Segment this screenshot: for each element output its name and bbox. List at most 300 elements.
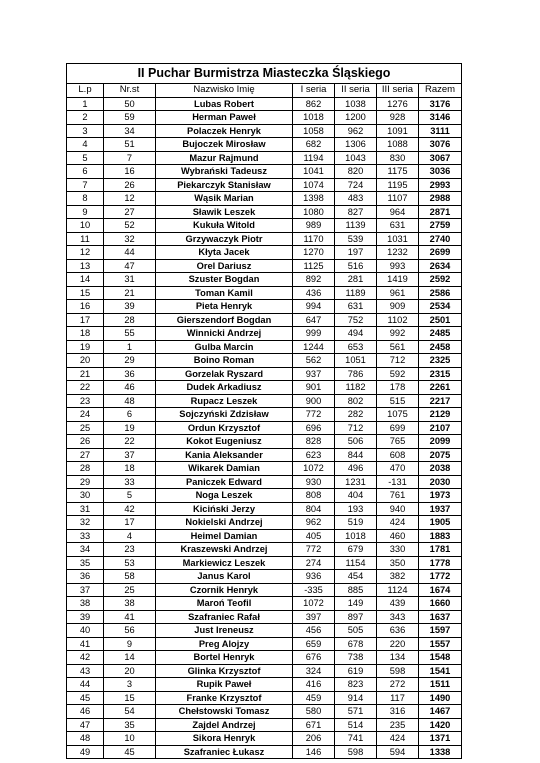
series-3-cell: 235 [377, 718, 419, 732]
series-3-cell: 470 [377, 462, 419, 476]
name-cell: Szuster Bogdan [156, 273, 293, 287]
column-header-name: Nazwisko Imię [156, 84, 293, 98]
total-cell: 2315 [419, 367, 462, 381]
name-cell: Zajdel Andrzej [156, 718, 293, 732]
series-1-cell: 1194 [293, 151, 335, 165]
series-2-cell: 1139 [335, 219, 377, 233]
lp-cell: 45 [67, 691, 104, 705]
series-3-cell: 424 [377, 516, 419, 530]
series-2-cell: 506 [335, 435, 377, 449]
name-cell: Winnicki Andrzej [156, 327, 293, 341]
lp-cell: 44 [67, 678, 104, 692]
table-row [67, 97, 462, 111]
name-cell: Mazur Rajmund [156, 151, 293, 165]
table-row [67, 178, 462, 192]
title-row [67, 64, 462, 84]
series-3-cell: 134 [377, 651, 419, 665]
total-cell: 2871 [419, 205, 462, 219]
series-1-cell: 808 [293, 489, 335, 503]
series-1-cell: 804 [293, 502, 335, 516]
table-row [67, 489, 462, 503]
series-2-cell: 1231 [335, 475, 377, 489]
total-cell: 2107 [419, 421, 462, 435]
column-header-nrst: Nr.st [104, 84, 156, 98]
series-1-cell: 900 [293, 394, 335, 408]
station-cell: 42 [104, 502, 156, 516]
series-1-cell: 828 [293, 435, 335, 449]
lp-cell: 14 [67, 273, 104, 287]
total-cell: 1511 [419, 678, 462, 692]
series-3-cell: 765 [377, 435, 419, 449]
table-row [67, 286, 462, 300]
table-row [67, 435, 462, 449]
lp-cell: 20 [67, 354, 104, 368]
name-cell: Kukuła Witold [156, 219, 293, 233]
station-cell: 56 [104, 624, 156, 638]
series-1-cell: 1244 [293, 340, 335, 354]
name-cell: Wybrański Tadeusz [156, 165, 293, 179]
series-3-cell: 940 [377, 502, 419, 516]
name-cell: Piekarczyk Stanisław [156, 178, 293, 192]
total-cell: 2038 [419, 462, 462, 476]
table-row [67, 462, 462, 476]
station-cell: 23 [104, 543, 156, 557]
total-cell: 1548 [419, 651, 462, 665]
total-cell: 1660 [419, 597, 462, 611]
series-3-cell: 1195 [377, 178, 419, 192]
series-2-cell: 149 [335, 597, 377, 611]
table-row [67, 205, 462, 219]
lp-cell: 25 [67, 421, 104, 435]
station-cell: 33 [104, 475, 156, 489]
name-cell: Czornik Henryk [156, 583, 293, 597]
table-row [67, 151, 462, 165]
total-cell: 1973 [419, 489, 462, 503]
series-2-cell: 738 [335, 651, 377, 665]
series-3-cell: 330 [377, 543, 419, 557]
station-cell: 44 [104, 246, 156, 260]
series-2-cell: 1018 [335, 529, 377, 543]
series-3-cell: 1088 [377, 138, 419, 152]
name-cell: Franke Krzysztof [156, 691, 293, 705]
name-cell: Lubas Robert [156, 97, 293, 111]
series-3-cell: 117 [377, 691, 419, 705]
table-row [67, 651, 462, 665]
series-3-cell: 1232 [377, 246, 419, 260]
station-cell: 36 [104, 367, 156, 381]
name-cell: Rupik Paweł [156, 678, 293, 692]
total-cell: 1338 [419, 745, 462, 759]
table-row [67, 597, 462, 611]
series-1-cell: 1270 [293, 246, 335, 260]
series-1-cell: 1080 [293, 205, 335, 219]
station-cell: 50 [104, 97, 156, 111]
series-2-cell: 823 [335, 678, 377, 692]
series-1-cell: 994 [293, 300, 335, 314]
name-cell: Rupacz Leszek [156, 394, 293, 408]
table-row [67, 745, 462, 759]
series-1-cell: 671 [293, 718, 335, 732]
station-cell: 25 [104, 583, 156, 597]
table-row [67, 340, 462, 354]
total-cell: 1905 [419, 516, 462, 530]
name-cell: Kokot Eugeniusz [156, 435, 293, 449]
table-row [67, 475, 462, 489]
station-cell: 17 [104, 516, 156, 530]
name-cell: Bujoczek Mirosław [156, 138, 293, 152]
series-3-cell: -131 [377, 475, 419, 489]
series-2-cell: 1038 [335, 97, 377, 111]
table-row [67, 678, 462, 692]
total-cell: 2075 [419, 448, 462, 462]
lp-cell: 18 [67, 327, 104, 341]
name-cell: Ordun Krzysztof [156, 421, 293, 435]
station-cell: 35 [104, 718, 156, 732]
series-1-cell: 647 [293, 313, 335, 327]
station-cell: 39 [104, 300, 156, 314]
total-cell: 1541 [419, 664, 462, 678]
table-row [67, 691, 462, 705]
name-cell: Wąsik Marian [156, 192, 293, 206]
lp-cell: 7 [67, 178, 104, 192]
series-2-cell: 1154 [335, 556, 377, 570]
series-3-cell: 592 [377, 367, 419, 381]
total-cell: 1937 [419, 502, 462, 516]
series-3-cell: 598 [377, 664, 419, 678]
lp-cell: 29 [67, 475, 104, 489]
total-cell: 2030 [419, 475, 462, 489]
total-cell: 3076 [419, 138, 462, 152]
station-cell: 29 [104, 354, 156, 368]
lp-cell: 17 [67, 313, 104, 327]
total-cell: 1420 [419, 718, 462, 732]
name-cell: Glinka Krzysztof [156, 664, 293, 678]
series-1-cell: 682 [293, 138, 335, 152]
series-2-cell: 752 [335, 313, 377, 327]
name-cell: Kłyta Jacek [156, 246, 293, 260]
series-2-cell: 844 [335, 448, 377, 462]
series-1-cell: 862 [293, 97, 335, 111]
station-cell: 27 [104, 205, 156, 219]
series-3-cell: 1175 [377, 165, 419, 179]
series-2-cell: 193 [335, 502, 377, 516]
name-cell: Toman Kamil [156, 286, 293, 300]
series-1-cell: 1072 [293, 597, 335, 611]
station-cell: 48 [104, 394, 156, 408]
lp-cell: 23 [67, 394, 104, 408]
lp-cell: 6 [67, 165, 104, 179]
table-row [67, 516, 462, 530]
series-3-cell: 928 [377, 111, 419, 125]
total-cell: 2534 [419, 300, 462, 314]
name-cell: Chełstowski Tomasz [156, 705, 293, 719]
total-cell: 2586 [419, 286, 462, 300]
lp-cell: 31 [67, 502, 104, 516]
series-3-cell: 1075 [377, 408, 419, 422]
lp-cell: 43 [67, 664, 104, 678]
table-row [67, 273, 462, 287]
lp-cell: 5 [67, 151, 104, 165]
station-cell: 26 [104, 178, 156, 192]
station-cell: 5 [104, 489, 156, 503]
lp-cell: 4 [67, 138, 104, 152]
total-cell: 1674 [419, 583, 462, 597]
total-cell: 2759 [419, 219, 462, 233]
series-2-cell: 962 [335, 124, 377, 138]
series-2-cell: 885 [335, 583, 377, 597]
series-1-cell: 456 [293, 624, 335, 638]
series-1-cell: 1072 [293, 462, 335, 476]
station-cell: 21 [104, 286, 156, 300]
series-3-cell: 608 [377, 448, 419, 462]
lp-cell: 30 [67, 489, 104, 503]
series-2-cell: 516 [335, 259, 377, 273]
name-cell: Nokielski Andrzej [156, 516, 293, 530]
station-cell: 9 [104, 637, 156, 651]
series-2-cell: 571 [335, 705, 377, 719]
name-cell: Janus Karol [156, 570, 293, 584]
series-2-cell: 678 [335, 637, 377, 651]
series-2-cell: 281 [335, 273, 377, 287]
series-1-cell: 1058 [293, 124, 335, 138]
lp-cell: 10 [67, 219, 104, 233]
series-1-cell: 562 [293, 354, 335, 368]
total-cell: 3176 [419, 97, 462, 111]
series-2-cell: 404 [335, 489, 377, 503]
table-row [67, 421, 462, 435]
station-cell: 31 [104, 273, 156, 287]
table-row [67, 718, 462, 732]
series-1-cell: -335 [293, 583, 335, 597]
column-header-series-3: III seria [377, 84, 419, 98]
name-cell: Dudek Arkadiusz [156, 381, 293, 395]
name-cell: Sikora Henryk [156, 732, 293, 746]
series-1-cell: 1170 [293, 232, 335, 246]
lp-cell: 49 [67, 745, 104, 759]
name-cell: Maroń Teofil [156, 597, 293, 611]
series-1-cell: 146 [293, 745, 335, 759]
lp-cell: 35 [67, 556, 104, 570]
table-row [67, 327, 462, 341]
lp-cell: 34 [67, 543, 104, 557]
lp-cell: 3 [67, 124, 104, 138]
series-1-cell: 1018 [293, 111, 335, 125]
series-2-cell: 653 [335, 340, 377, 354]
series-1-cell: 416 [293, 678, 335, 692]
total-cell: 2740 [419, 232, 462, 246]
series-3-cell: 964 [377, 205, 419, 219]
series-1-cell: 274 [293, 556, 335, 570]
station-cell: 37 [104, 448, 156, 462]
lp-cell: 22 [67, 381, 104, 395]
name-cell: Gorzelak Ryszard [156, 367, 293, 381]
series-2-cell: 619 [335, 664, 377, 678]
lp-cell: 1 [67, 97, 104, 111]
series-2-cell: 282 [335, 408, 377, 422]
total-cell: 2634 [419, 259, 462, 273]
series-3-cell: 636 [377, 624, 419, 638]
total-cell: 2699 [419, 246, 462, 260]
series-3-cell: 830 [377, 151, 419, 165]
station-cell: 7 [104, 151, 156, 165]
series-2-cell: 454 [335, 570, 377, 584]
series-1-cell: 405 [293, 529, 335, 543]
lp-cell: 28 [67, 462, 104, 476]
station-cell: 38 [104, 597, 156, 611]
name-cell: Sojczyński Zdzisław [156, 408, 293, 422]
series-3-cell: 1107 [377, 192, 419, 206]
lp-cell: 2 [67, 111, 104, 125]
table-row [67, 529, 462, 543]
total-cell: 3067 [419, 151, 462, 165]
series-2-cell: 505 [335, 624, 377, 638]
column-header-lp: L.p [67, 84, 104, 98]
series-2-cell: 494 [335, 327, 377, 341]
lp-cell: 19 [67, 340, 104, 354]
series-1-cell: 676 [293, 651, 335, 665]
name-cell: Szafraniec Rafał [156, 610, 293, 624]
station-cell: 16 [104, 165, 156, 179]
table-row [67, 408, 462, 422]
series-3-cell: 1031 [377, 232, 419, 246]
table-row [67, 610, 462, 624]
station-cell: 20 [104, 664, 156, 678]
series-3-cell: 594 [377, 745, 419, 759]
lp-cell: 27 [67, 448, 104, 462]
station-cell: 41 [104, 610, 156, 624]
station-cell: 15 [104, 691, 156, 705]
table-row [67, 300, 462, 314]
station-cell: 28 [104, 313, 156, 327]
series-1-cell: 930 [293, 475, 335, 489]
series-3-cell: 515 [377, 394, 419, 408]
lp-cell: 12 [67, 246, 104, 260]
name-cell: Preg Alojzy [156, 637, 293, 651]
name-cell: Gulba Marcin [156, 340, 293, 354]
name-cell: Kania Aleksander [156, 448, 293, 462]
total-cell: 2501 [419, 313, 462, 327]
table-row [67, 543, 462, 557]
lp-cell: 15 [67, 286, 104, 300]
station-cell: 59 [104, 111, 156, 125]
name-cell: Herman Paweł [156, 111, 293, 125]
table-row [67, 624, 462, 638]
name-cell: Polaczek Henryk [156, 124, 293, 138]
series-3-cell: 1276 [377, 97, 419, 111]
name-cell: Sławik Leszek [156, 205, 293, 219]
series-3-cell: 1102 [377, 313, 419, 327]
table-row [67, 394, 462, 408]
total-cell: 1883 [419, 529, 462, 543]
series-2-cell: 539 [335, 232, 377, 246]
station-cell: 6 [104, 408, 156, 422]
name-cell: Gierszendorf Bogdan [156, 313, 293, 327]
series-2-cell: 786 [335, 367, 377, 381]
name-cell: Szafraniec Łukasz [156, 745, 293, 759]
station-cell: 18 [104, 462, 156, 476]
total-cell: 1557 [419, 637, 462, 651]
series-2-cell: 1200 [335, 111, 377, 125]
station-cell: 22 [104, 435, 156, 449]
series-1-cell: 936 [293, 570, 335, 584]
series-1-cell: 659 [293, 637, 335, 651]
total-cell: 3111 [419, 124, 462, 138]
total-cell: 1371 [419, 732, 462, 746]
series-3-cell: 631 [377, 219, 419, 233]
series-3-cell: 424 [377, 732, 419, 746]
series-2-cell: 1182 [335, 381, 377, 395]
column-header-series-2: II seria [335, 84, 377, 98]
station-cell: 55 [104, 327, 156, 341]
series-3-cell: 909 [377, 300, 419, 314]
series-2-cell: 724 [335, 178, 377, 192]
total-cell: 3036 [419, 165, 462, 179]
name-cell: Bortel Henryk [156, 651, 293, 665]
total-cell: 2129 [419, 408, 462, 422]
station-cell: 10 [104, 732, 156, 746]
lp-cell: 46 [67, 705, 104, 719]
station-cell: 54 [104, 705, 156, 719]
total-cell: 2261 [419, 381, 462, 395]
series-1-cell: 962 [293, 516, 335, 530]
total-cell: 2592 [419, 273, 462, 287]
series-2-cell: 1051 [335, 354, 377, 368]
total-cell: 1490 [419, 691, 462, 705]
lp-cell: 41 [67, 637, 104, 651]
total-cell: 1772 [419, 570, 462, 584]
series-3-cell: 992 [377, 327, 419, 341]
series-1-cell: 892 [293, 273, 335, 287]
station-cell: 52 [104, 219, 156, 233]
table-row [67, 583, 462, 597]
total-cell: 2458 [419, 340, 462, 354]
series-1-cell: 436 [293, 286, 335, 300]
station-cell: 14 [104, 651, 156, 665]
series-1-cell: 459 [293, 691, 335, 705]
table-row [67, 354, 462, 368]
table-row [67, 637, 462, 651]
table-row [67, 138, 462, 152]
series-3-cell: 272 [377, 678, 419, 692]
series-1-cell: 623 [293, 448, 335, 462]
series-3-cell: 220 [377, 637, 419, 651]
series-1-cell: 580 [293, 705, 335, 719]
series-3-cell: 961 [377, 286, 419, 300]
series-1-cell: 937 [293, 367, 335, 381]
series-2-cell: 631 [335, 300, 377, 314]
series-3-cell: 316 [377, 705, 419, 719]
station-cell: 34 [104, 124, 156, 138]
series-2-cell: 519 [335, 516, 377, 530]
series-3-cell: 1091 [377, 124, 419, 138]
lp-cell: 11 [67, 232, 104, 246]
name-cell: Grzywaczyk Piotr [156, 232, 293, 246]
series-2-cell: 197 [335, 246, 377, 260]
series-3-cell: 178 [377, 381, 419, 395]
series-3-cell: 343 [377, 610, 419, 624]
series-3-cell: 382 [377, 570, 419, 584]
series-1-cell: 1398 [293, 192, 335, 206]
total-cell: 1778 [419, 556, 462, 570]
lp-cell: 40 [67, 624, 104, 638]
name-cell: Kraszewski Andrzej [156, 543, 293, 557]
table-row [67, 570, 462, 584]
total-cell: 2993 [419, 178, 462, 192]
results-table [66, 63, 462, 759]
series-3-cell: 439 [377, 597, 419, 611]
series-1-cell: 1041 [293, 165, 335, 179]
lp-cell: 38 [67, 597, 104, 611]
